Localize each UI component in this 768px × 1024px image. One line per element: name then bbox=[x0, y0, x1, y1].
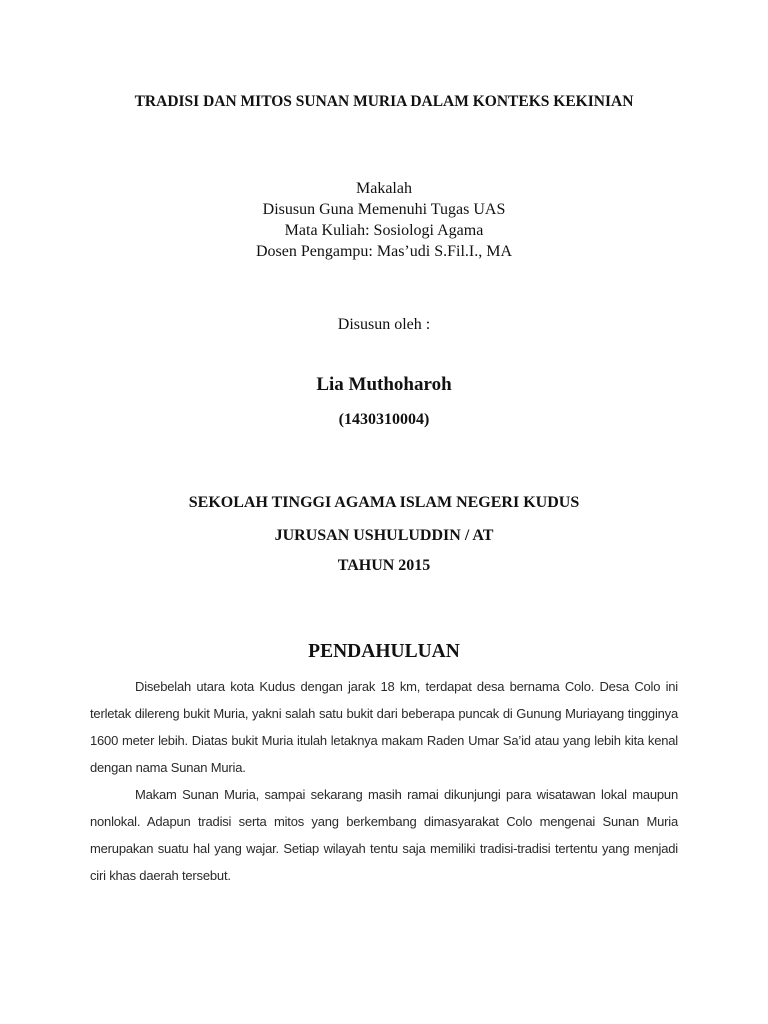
department-name: JURUSAN USHULUDDIN / AT bbox=[274, 527, 494, 544]
prepared-by-label: Disusun oleh : bbox=[337, 316, 431, 333]
document-title: TRADISI DAN MITOS SUNAN MURIA DALAM KONTEKS KEKINIAN bbox=[134, 93, 634, 110]
info-line-makalah: Makalah bbox=[356, 180, 412, 197]
institution-name: SEKOLAH TINGGI AGAMA ISLAM NEGERI KUDUS bbox=[188, 494, 580, 511]
student-id: (1430310004) bbox=[338, 411, 430, 428]
info-line-purpose: Disusun Guna Memenuhi Tugas UAS bbox=[262, 201, 506, 218]
assignment-info bbox=[0, 178, 768, 262]
info-line-course: Mata Kuliah: Sosiologi Agama bbox=[284, 222, 484, 239]
section-heading: PENDAHULUAN bbox=[308, 641, 460, 662]
author-name: Lia Muthoharoh bbox=[316, 374, 452, 395]
year-label: TAHUN 2015 bbox=[337, 557, 431, 574]
paragraph: Disebelah utara kota Kudus dengan jarak 18 km, terdapat desa bernama Colo. Desa Colo ini terletak dilereng bukit Muria, yakni salah satu bukit dari beberapa puncak di Gunung Muriayang tingginya 1600 meter lebih. Diatas bukit Muria itulah letaknya makam Raden Umar Sa’id atau yang lebih kita kenal dengan nama Sunan Muria. bbox=[90, 679, 678, 775]
paragraph: Makam Sunan Muria, sampai sekarang masih ramai dikunjungi para wisatawan lokal maupun nonlokal. Adapun tradisi serta mitos yang berkembang dimasyarakat Colo mengenai Sunan Muria merupakan suatu hal yang wajar. Setiap wilayah tentu saja memiliki tradisi-tradisi tertentu yang menjadi ciri khas daerah tersebut. bbox=[90, 787, 678, 883]
info-line-lecturer: Dosen Pengampu: Mas’udi S.Fil.I., MA bbox=[256, 243, 512, 260]
body-text bbox=[90, 673, 678, 889]
